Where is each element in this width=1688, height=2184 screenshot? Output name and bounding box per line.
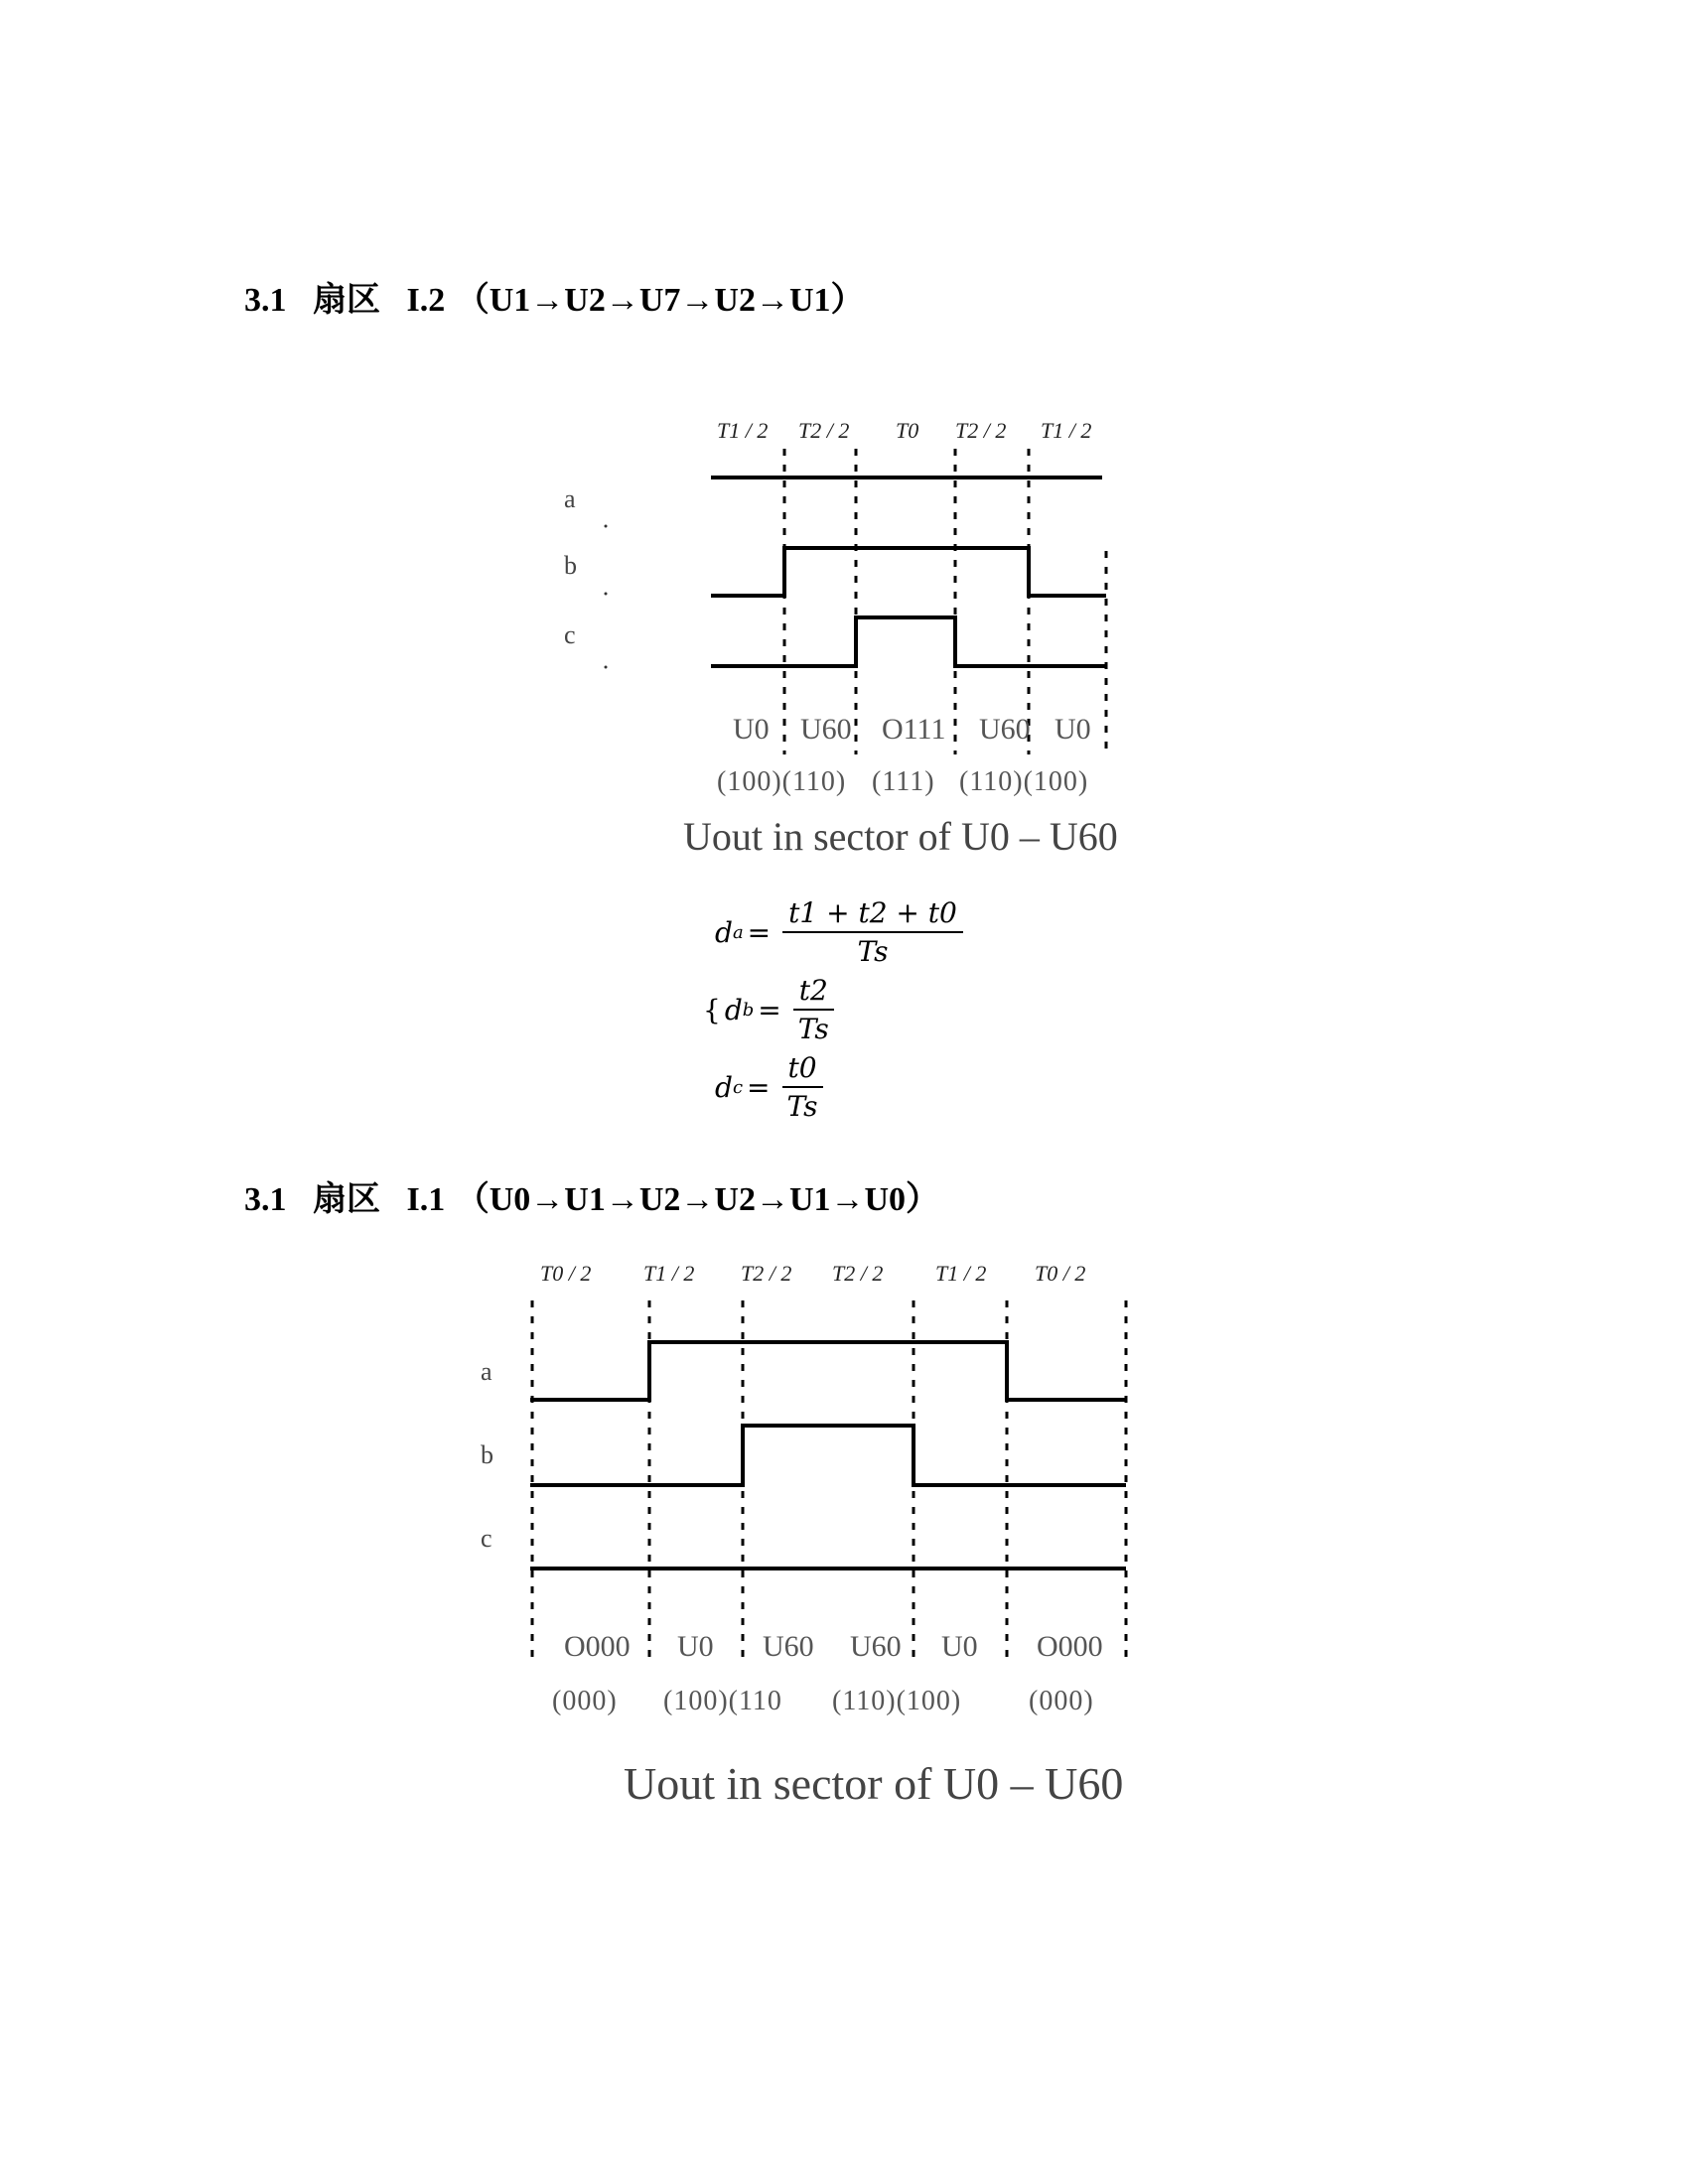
time-label: T0 / 2 <box>540 1261 592 1286</box>
numerator: t2 <box>793 974 834 1011</box>
sector-label: 扇区 <box>313 1181 380 1218</box>
switching-diagram-I2 <box>0 0 1688 893</box>
vector-label: U0 <box>1055 713 1091 746</box>
time-label: T0 <box>896 418 919 443</box>
waveform-a <box>530 1342 1126 1400</box>
vector-label: U0 <box>941 1630 978 1663</box>
state-code: (000) <box>552 1686 618 1716</box>
vector-label: U0 <box>677 1630 714 1663</box>
denominator: Ts <box>857 935 889 968</box>
row-label-b: b <box>481 1440 493 1469</box>
time-label: T2 / 2 <box>798 418 850 443</box>
time-label: T1 / 2 <box>1041 418 1092 443</box>
vector-label: U60 <box>800 713 852 746</box>
time-label: T0 / 2 <box>1035 1261 1086 1286</box>
numerator: t1 + t2 + t0 <box>782 896 963 933</box>
sector-label: 扇区 <box>313 282 380 319</box>
vector-label: O000 <box>1037 1630 1103 1663</box>
vector-label: O111 <box>882 713 946 746</box>
sector-name: I.1 <box>406 1181 446 1218</box>
time-label: T2 / 2 <box>832 1261 884 1286</box>
row-label-b: b <box>564 551 577 580</box>
diagram-caption: Uout in sector of U0 – U60 <box>624 1758 1124 1809</box>
state-code: (110)(100) <box>959 766 1089 797</box>
denominator: Ts <box>786 1090 818 1123</box>
section-number: 3.1 <box>244 282 287 319</box>
row-label-a: a <box>564 484 576 513</box>
section-number: 3.1 <box>244 1181 287 1218</box>
equation-db: { d b = $\frac{t2}{Ts}$ <box>703 971 963 1048</box>
time-label: T1 / 2 <box>717 418 769 443</box>
time-label: T1 / 2 <box>643 1261 695 1286</box>
diagram-caption: Uout in sector of U0 – U60 <box>683 814 1118 859</box>
waveform-b <box>530 1426 1126 1485</box>
vector-label: U0 <box>733 713 770 746</box>
denominator: Ts <box>797 1013 829 1045</box>
state-code: (100)(110 <box>663 1686 782 1716</box>
switching-diagram-I1 <box>0 1251 1688 1846</box>
sector-name: I.2 <box>406 282 446 319</box>
row-label-c: c <box>481 1524 492 1553</box>
row-label-a: a <box>481 1357 492 1386</box>
vector-label: O000 <box>564 1630 631 1663</box>
waveform-c <box>711 617 1106 666</box>
switching-sequence: （U1→U2→U7→U2→U1） <box>455 282 865 319</box>
switching-sequence: （U0→U1→U2→U2→U1→U0） <box>455 1181 940 1218</box>
section-heading-sector-I1 <box>244 1171 939 1220</box>
state-code: (111) <box>872 766 935 797</box>
duty-cycle-equations <box>703 893 963 1126</box>
row-label-c: c <box>564 620 576 649</box>
state-code: (100)(110) <box>717 766 847 797</box>
vector-label: U60 <box>979 713 1031 746</box>
numerator: t0 <box>782 1051 823 1088</box>
time-label: T2 / 2 <box>955 418 1007 443</box>
vector-label: U60 <box>763 1630 814 1663</box>
vector-label: U60 <box>850 1630 902 1663</box>
time-label: T1 / 2 <box>935 1261 987 1286</box>
state-code: (000) <box>1029 1686 1094 1716</box>
waveform-b <box>711 548 1106 596</box>
time-label: T2 / 2 <box>741 1261 792 1286</box>
equation-dc: d c = $\frac{t0}{Ts}$ <box>715 1048 963 1126</box>
state-code: (110)(100) <box>832 1686 962 1716</box>
equation-da: d a = $\frac{t1 + t2 + t0}{Ts}$ <box>715 893 963 971</box>
